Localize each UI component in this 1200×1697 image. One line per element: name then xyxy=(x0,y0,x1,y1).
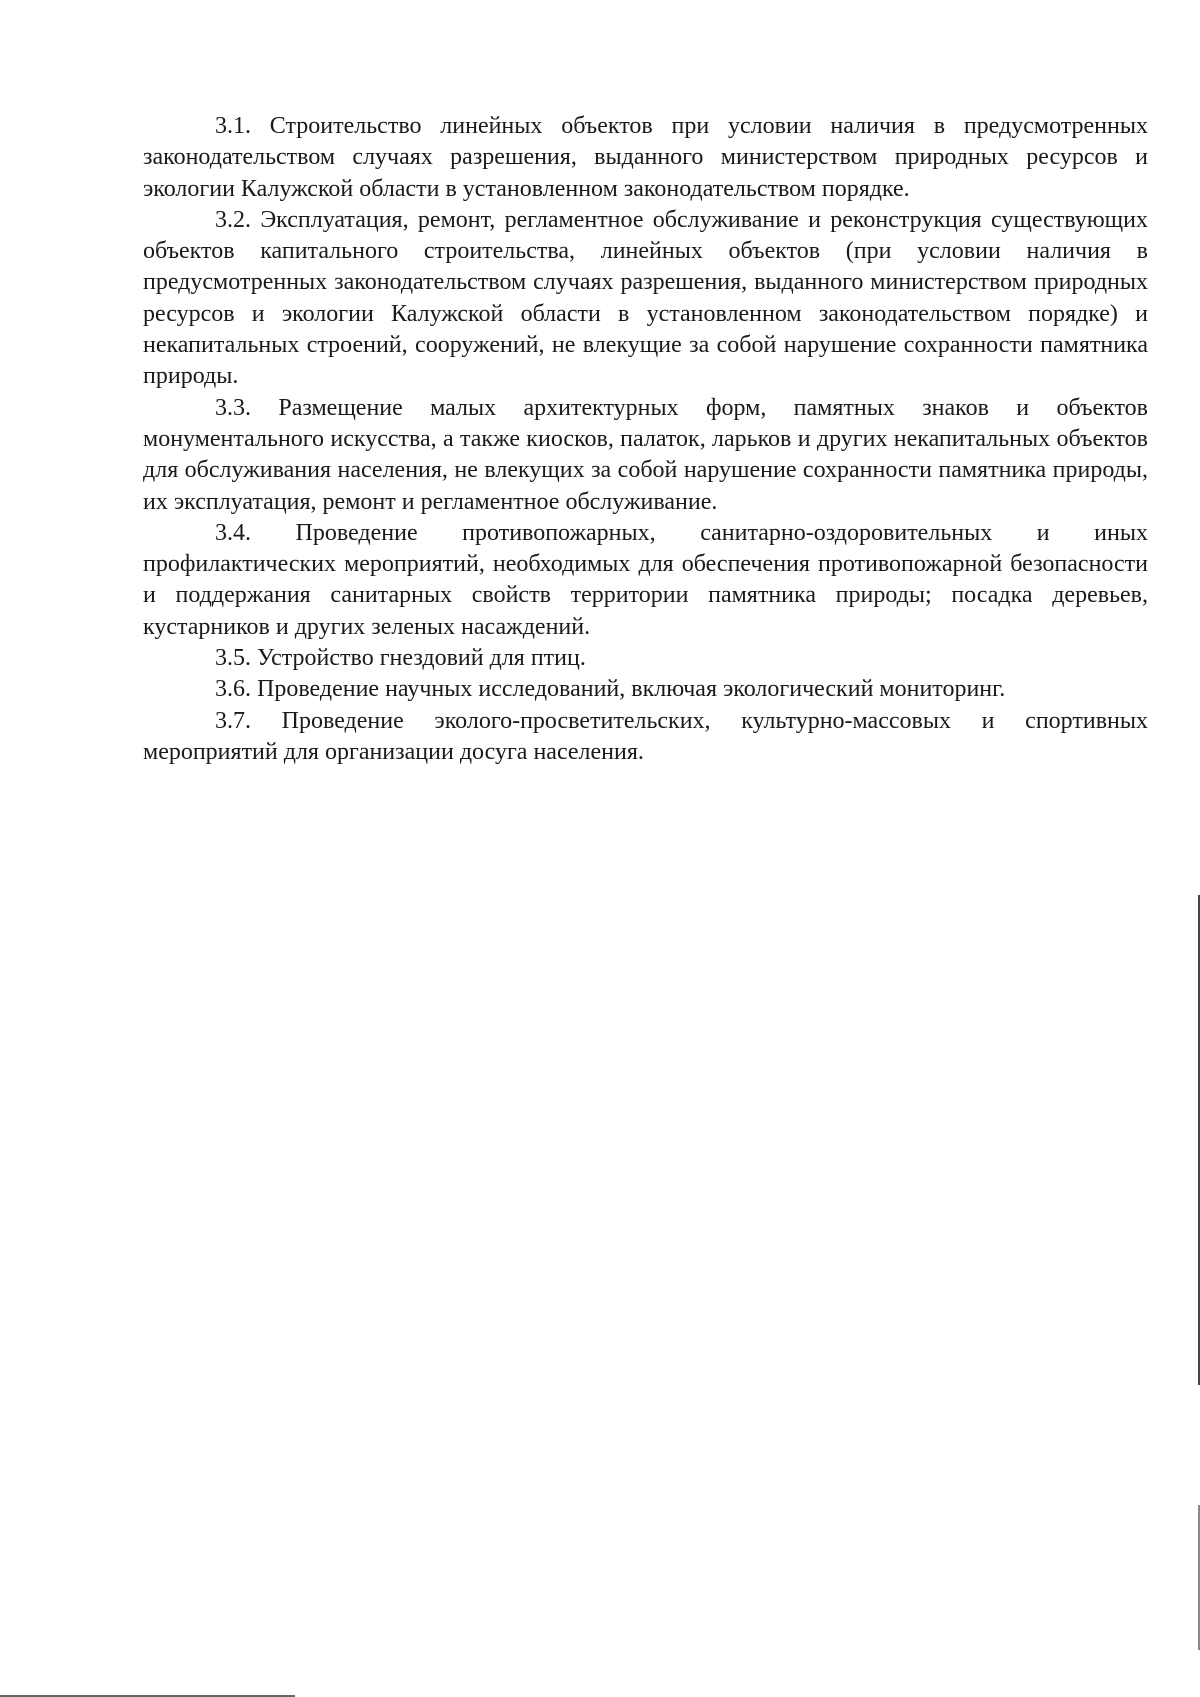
paragraph-3-7: 3.7. Проведение эколого-просветительских, культурно-массовых и спортивных мероприятий для организации досуга населения. xyxy=(143,707,1148,765)
paragraph-3-4: 3.4. Проведение противопожарных, санитарно-оздоровительных и иных профилактических мероприятий, необходимых для обеспечения противопожарной безопасности и поддержания санитарных свойств территории памятника природы; посадка деревьев, кустарников и других зеленых насаждений. xyxy=(143,519,1148,640)
paragraph-3-2: 3.2. Эксплуатация, ремонт, регламентное обслуживание и реконструкция существующих объектов капитального строительства, линейных объектов (при условии наличия в предусмотренных законодательством случаях разрешения, выданного министерством природных ресурсов и экологии Калужской области в установленном законодательством порядке) и некапитальных строений, сооружений, не влекущие за собой нарушение сохранности памятника природы. xyxy=(143,206,1148,390)
paragraph-3-1: 3.1. Строительство линейных объектов при условии наличия в предусмотренных законодательством случаях разрешения, выданного министерством природных ресурсов и экологии Калужской области в установленном законодательством порядке. xyxy=(143,113,1148,202)
paragraph-3-3: 3.3. Размещение малых архитектурных форм, памятных знаков и объектов монументального искусства, а также киосков, палаток, ларьков и других некапитальных объектов для обслуживания населения, не влекущих за собой нарушение сохранности памятника природы, их эксплуатация, ремонт и регламентное обслуживание. xyxy=(143,394,1148,515)
paragraph-3-6: 3.6. Проведение научных исследований, включая экологический мониторинг. xyxy=(215,676,1006,703)
paragraph-3-5: 3.5. Устройство гнездовий для птиц. xyxy=(215,645,586,672)
document-body xyxy=(143,111,1148,768)
